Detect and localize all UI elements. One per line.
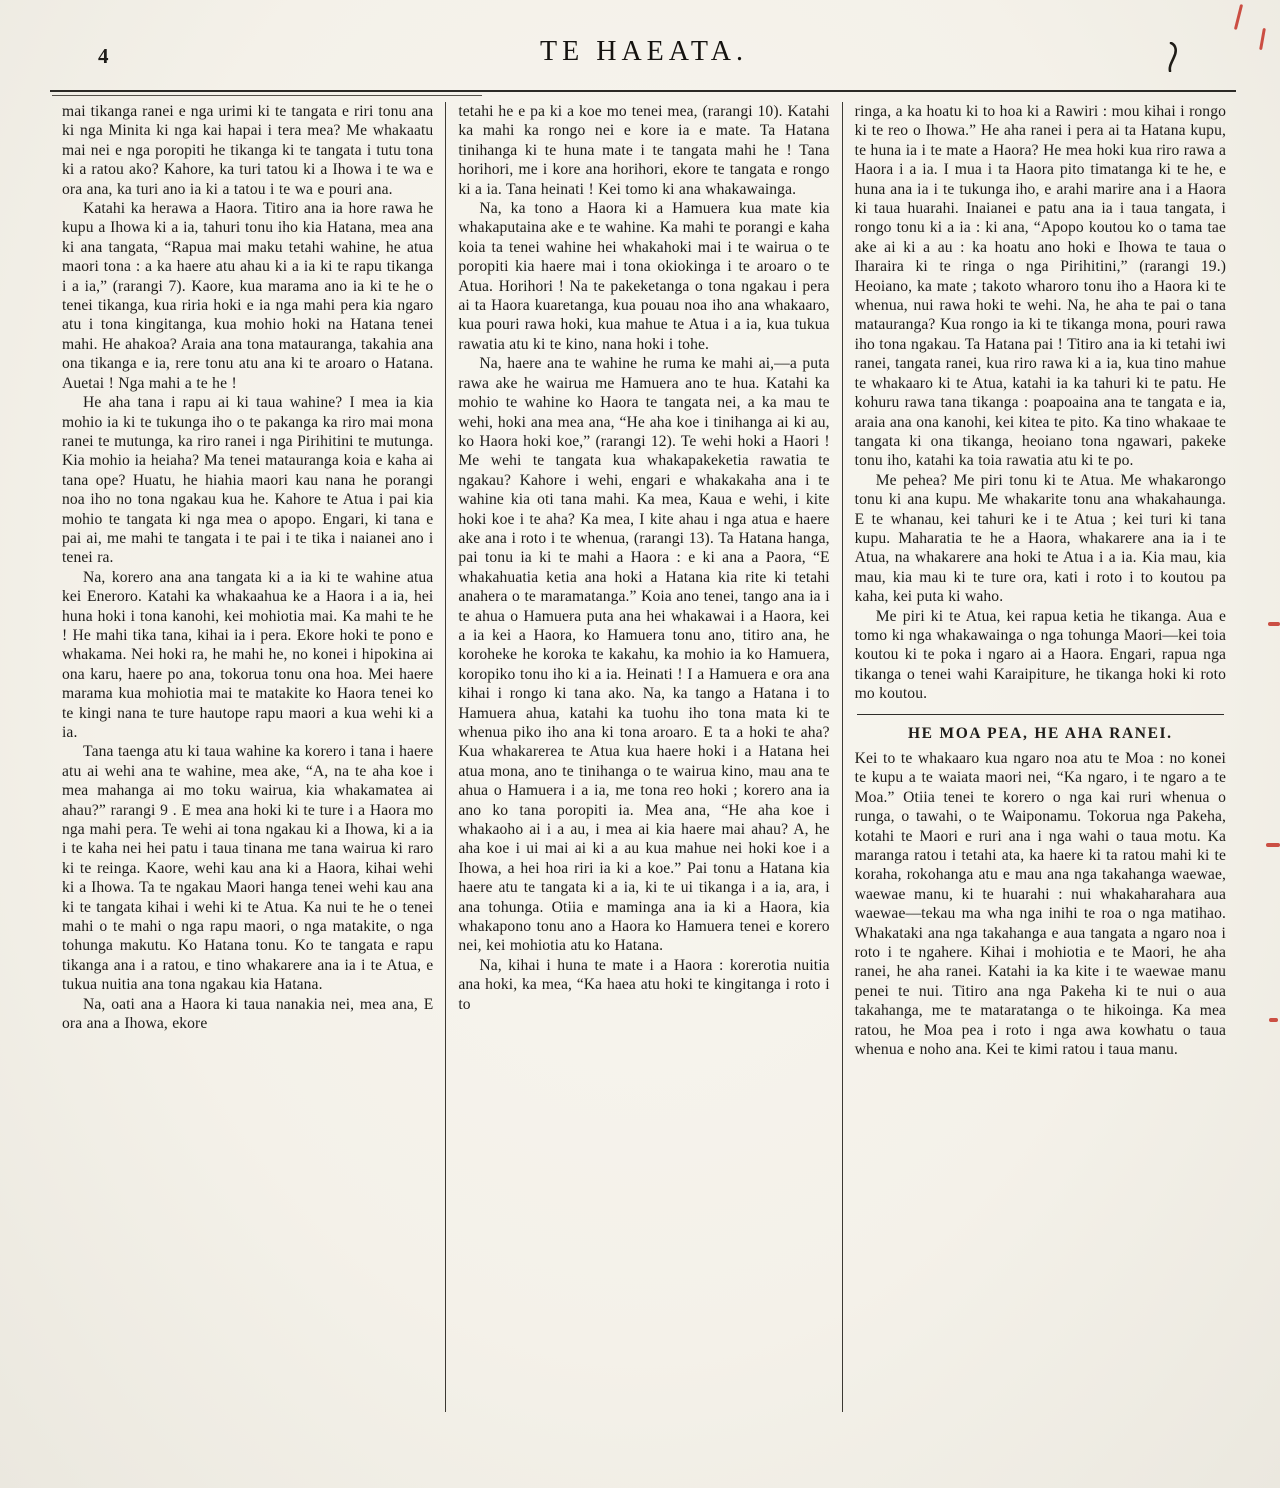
paragraph: Kei to te whakaaro kua ngaro noa atu te Moa : no konei te kupu a te waiata maori nei, “Ka ngaro, i te ngaro a te Moa.” Otiia tenei te korero o nga kai ruri whenua o runga, o tawahi, o te Waiponamu. Tokorua nga Pakeha, kotahi te Maori e ruri ana i nga wahi o taua motu. Ka maranga ratou i tetahi ata, ka haere ki ta ratou mahi ki te koraha, rokohanga atu e mau ana nga takahanga waewae, waewae manu, ki te huarahi : nui whakaharahara aua waewae—tekau ma wha nga inihi te roa o nga matihao. Whakataki ana nga takahanga e aua tangata a ngaro noa i roto i te ngahere. Kihai i mohiotia e te Maori, he aha ranei, he aha ranei. Katahi ia ka kite i te waewae manu penei te nui. Titiro ana nga Pakeha ki te nui o aua takahanga, me te mataratanga o te hikoinga. Ka mea ratou, he Moa pea i roto i nga awa kowhatu o taua whenua e noho ana. Kei te kimi ratou i taua manu. (854, 750, 1226, 1059)
paragraph: Na, haere ana te wahine he ruma ke mahi ai,—a puta rawa ake he wairua me Hamuera ano te hua. Katahi ka mohio te wahine ko Haora te tangata nei, a ka mau te wehi, hoki ana mea ana, “He aha koe i tinihanga ai ki au, ko Haora hoki koe,” (rarangi 12). Te wehi hoki a Haori ! Me wehi te tangata kua whakapakeketia rawatia te ngakau? Kahore i wehi, engari e whakakaha ana i te wahine kia oti tana mahi. Ka mea, Kaua e wehi, i kite hoki koe i te aha? Ka mea, I kite ahau i nga atua e haere ake ana i roto i te whenua, (rarangi 13). Ta Hatana hanga, pai tonu ia ki te mahi a Haora : e ki ana a Paora, “E whakahuatia ketia ana hoki a Hatana kia rite ki tetahi anahera o te maramatanga.” Koia ano tenei, tango ana ia i te ahua o Hamuera puta ana hei whakawai i a Haora, kei a ia kei a Haora, ko Hamuera tonu ano, titiro ana, he koroheke he koroka te kakahu, ka mohio ia ko Hamuera, koropiko tonu iho ki a ia. Heinati ! I a Hamuera e ora ana kihai i rongo ki tana ako. Na, ka tango a Hatana i to Hamuera ahua, katahi ka tuohu iho tona mata ki te whenua piko iho ana ki tona aroaro. E ta a hoki te aha? Kua whakarerea te Atua kua haere hoki i a Hatana hei atua mona, ano te tinihanga o te wairua kino, mau ana te ahua o Hamuera i a ia, me tona reo hoki ; korero ana ia ano ko tana poropiti ia. Mea ana, “He aha koe i whakaoho ai i a au, i mea ai kia haere mai ahau? A, he aha koe i ui mai ai ki a au kua mahue nei hoki koe i a Ihowa, a hei hoa riri ia ki a koe.” Pai tonu a Hatana kia haere atu te tangata ki a ia, ki te ui tikanga i a ia, ara, i ana tohunga. Otiia e maminga ana ia ki a Haora, kia whakapono tonu ano a Haora ko Hamuera tenei e korero nei, kei mohiotia atu ko Hatana. (458, 355, 830, 955)
red-edge-mark (1269, 1018, 1278, 1022)
paragraph: Me pehea? Me piri tonu ki te Atua. Me whakarongo tonu ki ana kupu. Me whakarite tonu ana whakahaunga. E te whanau, kei tahuri ke i te Atua ; kei turi ki tana kupu. Maharatia te he a Haora, whakarere ana ia i te Atua, na whakarere ana hoki te Atua i a ia. Kia mau, kia mau, kia mau ki te ture ora, kati i roto i to koutou pa kaha, kei puta ki waho. (854, 471, 1226, 606)
page-number: 4 (98, 44, 110, 68)
header-rule-secondary (52, 95, 482, 96)
column-3 (842, 102, 1238, 1412)
red-edge-mark (1234, 4, 1243, 30)
red-edge-mark (1259, 28, 1266, 50)
section-heading: HE MOA PEA, HE AHA RANEI. (908, 724, 1173, 742)
paragraph: ringa, a ka hoatu ki to hoa ki a Rawiri : mou kihai i rongo ki te reo o Ihowa.” He aha ranei i pera ai ta Hatana kupu, te huna ia i te mate a Haora? He mea hoki kua riro rawa a Haora i a ia. I mua i ta Haora pito timatanga ki te he, e huna ana ia i te tukunga iho, e arahi marire ana i a Haora ki taua huarahi. Inaianei e patu ana ia i taua tangata, i rongo tonu ki a ia : ki ana, “Apopo koutou ko o tama tae ake ai ki a au : ka hoatu ano hoki e Ihowa te taua o Iharaira ki te ringa o nga Pirihitini,” (rarangi 19.) Heoiano, ka mate ; takoto wharoro tonu iho a Haora ki te whenua, nui rawa hoki te wehi. Na, he aha te pai o tana matauranga? Kua rongo ia ki te tikanga mona, pouri rawa iho tona ngakau. Ta Hatana pai ! Titiro ana ia ki tetahi iwi ranei, tangata ranei, kua riro rawa ki a ia, kua tino mahue te whakaaro ki te Atua, katahi ia ka tahuri ki te patu. He kohuru rawa tana tikanga : poapoaina ana te tangata e ia, araia ana ona kanohi, kei kitea te pito. Ka tino whakaae te tangata ki ona tikanga, heoiano tona ngawari, pakeke tonu iho, katahi ka toia rawatia atu ki te po. (854, 103, 1226, 470)
article-columns (50, 102, 1238, 1412)
red-edge-mark (1266, 843, 1280, 847)
paragraph: tetahi he e pa ki a koe mo tenei mea, (rarangi 10). Katahi ka mahi ka rongo nei e kore ia e mate. Ta Hatana tinihanga ki te huna mate i te tangata mahi he ! Tana horihori, me i kore ana horihori, ekore te tangata e rongo ki a ia. Tana heinati ! Kei tomo ki ana whakawainga. (458, 103, 830, 198)
paragraph: Tana taenga atu ki taua wahine ka korero i tana i haere atu ai wehi ana te wahine, mea ake, “A, na te aha koe i mea mahanga ai mo toku wairua, kia whakamatea ai ahau?” rarangi 9 . E mea ana hoki ki te ture i a Haora mo nga mahi pera. Te wehi ai tona ngakau ki a Ihowa, ki a ia i te kaha nei hei patu i taua tinana me tana wairua ki raro ki te reinga. Kaore, wehi kau ana ki a Haora, kihai wehi ki a Ihowa. Ta te ngakau Maori hanga tenei wehi kau ana ki te tangata kihai i wehi ki te Atua. Ka nui te he o tenei mahi o te mahi o nga rapu maori, o nga matakite, o nga tohunga makutu. Ko Hatana tonu. Ko te tangata e rapu tikanga ana i a ratou, e tino whakarere ana ia i te Atua, e tukua nuitia ana tona ngakau kia Hatana. (62, 743, 434, 994)
paragraph: Na, korero ana ana tangata ki a ia ki te wahine atua kei Eneroro. Katahi ka whakaahua ke a Haora i a ia, hei huna hoki i tona kanohi, kei mohiotia mai. Ka mahi te he ! He mahi tika tana, kihai ia i pera. Ekore hoki te pono e whakama. Nei hoki ra, he mahi he, no konei i hipokina ai ona karu, haere po ana, tokorua tonu ona hoa. Mei haere marama kua mohiotia mai te matakite ko Haora tenei ko te kingi nana te ture hautope rapu maori a kua wehi ki a ia. (62, 568, 434, 741)
paragraph: mai tikanga ranei e nga urimi ki te tangata e riri tonu ana ki nga Minita ki nga kai hapai i tera mea? Me whakaatu mai nei e nga poropiti he tikanga ki te tangata i tutu tona ki a ratou ako? Kahore, ka turi tatou ki a Ihowa i te wa e ora ana, ka turi ano ia ki a tatou i te wa e pouri ana. (62, 103, 434, 198)
paragraph: He aha tana i rapu ai ki taua wahine? I mea ia kia mohio ia ki te tukunga iho o te pakanga ka riro mai mona ranei te mutunga, ka riro ranei i nga Pirihitini te mutunga. Kia mohio ia heiaha? Ma tenei matauranga koia e kaha ai tana ope? Huatu, he hiahia maori kau nana he porangi noa iho no tona ngakau kua he. Kahore te Atua i pai kia mohio te tangata ki nga mea o apopo. Engari, ki tana e pai ai, me mahi te tangata i te pai i te tika i naianei ano i tenei ra. (62, 394, 434, 567)
paragraph: Me piri ki te Atua, kei rapua ketia he tikanga. Aua e tomo ki nga whakawainga o nga tohunga Maori—kei toia koutou ki te poka i ngaro ai a Haora. Engari, rapua nga tikanga o tenei wahi Karaipiture, he tikanga hoki ki roto mo koutou. (854, 607, 1226, 703)
header-rule (50, 90, 1236, 92)
section-divider (857, 714, 1224, 715)
paragraph: Na, ka tono a Haora ki a Hamuera kua mate kia whakaputaina ake e te wahine. Ka mahi te porangi e kaha koia ta tenei wahine hei whakahoki mai i te wairua o te poropiti kia haere mai i tona okiokinga i te aroaro o te Atua. Horihori ! Na te pakeketanga o tona ngakau i pera ai ta Haora kuaretanga, kua pouau noa iho ana whakaaro, kua pouri rawa hoki, kua mahue te Atua i a ia, kua tukua rawatia atu ki te kino, nana hoki i tohe. (458, 200, 830, 353)
red-edge-mark (1268, 622, 1280, 626)
newspaper-title: TE HAEATA. (540, 36, 748, 67)
column-1 (50, 102, 445, 1412)
paragraph: Na, oati ana a Haora ki taua nanakia nei, mea ana, E ora ana a Ihowa, ekore (62, 995, 434, 1033)
paragraph: Katahi ka herawa a Haora. Titiro ana ia hore rawa he kupu a Ihowa ki a ia, tahuri tonu iho kia Hatana, mea ana ki ana tangata, “Rapua mai maku tetahi wahine, he atua maori tona : a ka haere atu ahau ki a ia ki te rapu tikanga i a ia,” (rarangi 7). Kaore, kua marama ano ia ki te he o tenei tikanga, kua riria hoki e ia nga mahi pera kia ngaro atu i tona kingitanga, kua mohio hoki na Hatana tenei mahi. He ahakoa? Araia ana tona matauranga, takahia ana ona tikanga e ia, rere tonu atu ana ki te aroaro o Hatana. Auetai ! Nga mahi a te he ! (62, 200, 434, 392)
paragraph: Na, kihai i huna te mate i a Haora : korerotia nuitia ana hoki, ka mea, “Ka haea atu hoki te kingitanga i roto i to (458, 956, 830, 1013)
column-2 (445, 102, 841, 1412)
ink-smudge-icon (1166, 42, 1180, 77)
page-header (50, 34, 1238, 82)
